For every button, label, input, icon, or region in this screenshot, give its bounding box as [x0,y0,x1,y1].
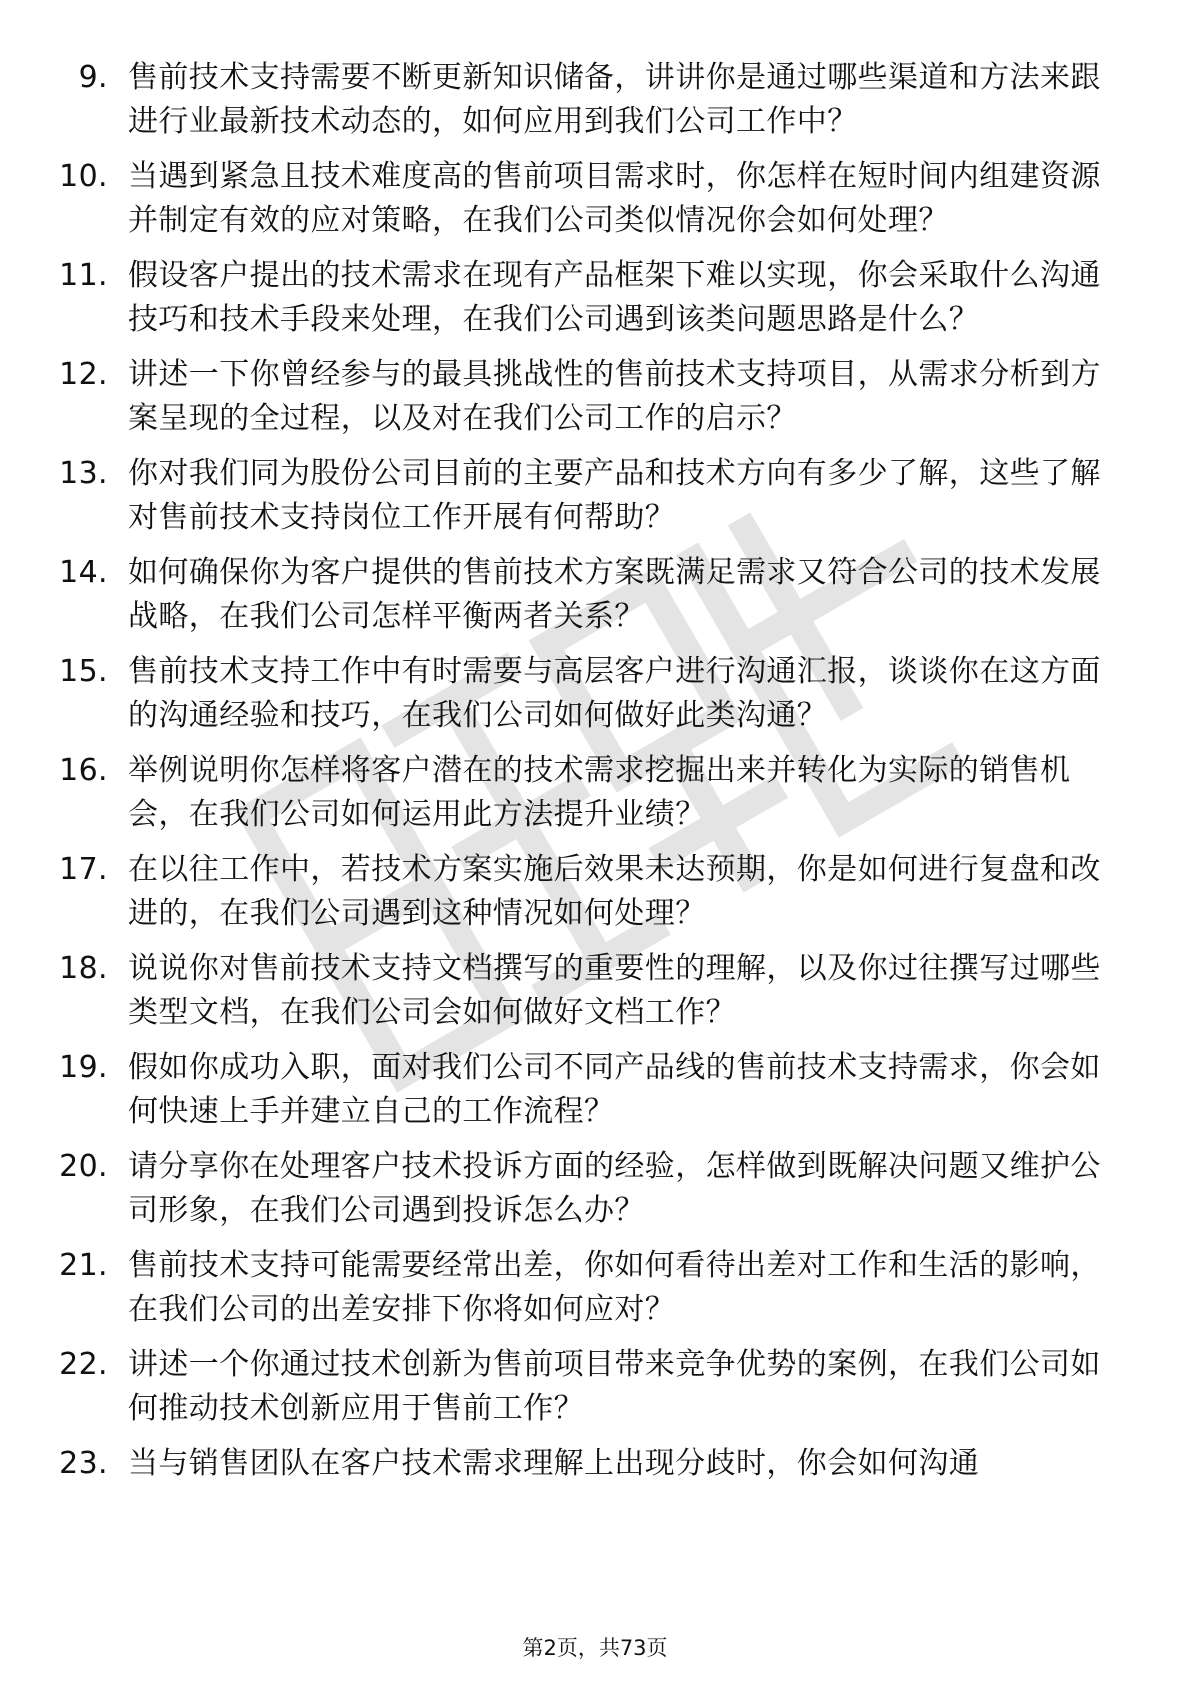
question-item [0,848,1190,935]
question-number: 13. [59,456,108,491]
question-item [0,947,1190,1034]
question-number: 10. [59,159,108,194]
question-number: 14. [59,555,108,590]
question-text: 请分享你在处理客户技术投诉方面的经验，怎样做到既解决问题又维护公司形象，在我们公司遇到投诉怎么办？ [128,1149,1101,1228]
question-text: 当与销售团队在客户技术需求理解上出现分歧时，你会如何沟通 [128,1446,980,1481]
question-text: 讲述一个你通过技术创新为售前项目带来竞争优势的案例，在我们公司如何推动技术创新应用于售前工作？ [128,1347,1101,1426]
question-item [0,551,1190,638]
question-item [0,56,1190,143]
question-number: 16. [59,753,108,788]
question-number: 19. [59,1050,108,1085]
question-text: 说说你对售前技术支持文档撰写的重要性的理解，以及你过往撰写过哪些类型文档，在我们公司会如何做好文档工作？ [128,951,1101,1030]
question-text: 假如你成功入职，面对我们公司不同产品线的售前技术支持需求，你会如何快速上手并建立自己的工作流程？ [128,1050,1101,1129]
question-number: 20. [59,1149,108,1184]
question-item [0,155,1190,242]
question-item [0,650,1190,737]
question-number: 17. [59,852,108,887]
page-number-label: 第2页，共73页 [522,1636,668,1660]
question-number: 11. [59,258,108,293]
question-item [0,1046,1190,1133]
question-text: 售前技术支持可能需要经常出差，你如何看待出差对工作和生活的影响，在我们公司的出差安排下你将如何应对？ [128,1248,1101,1327]
question-item [0,353,1190,440]
question-list [0,56,1190,1498]
question-text: 在以往工作中，若技术方案实施后效果未达预期，你是如何进行复盘和改进的，在我们公司遇到这种情况如何处理？ [128,852,1101,931]
question-item [0,1145,1190,1232]
question-item [0,452,1190,539]
question-text: 你对我们同为股份公司目前的主要产品和技术方向有多少了解，这些了解对售前技术支持岗位工作开展有何帮助？ [128,456,1101,535]
question-number: 15. [59,654,108,689]
question-text: 举例说明你怎样将客户潜在的技术需求挖掘出来并转化为实际的销售机会，在我们公司如何运用此方法提升业绩？ [128,753,1071,832]
question-text: 当遇到紧急且技术难度高的售前项目需求时，你怎样在短时间内组建资源并制定有效的应对策略，在我们公司类似情况你会如何处理？ [128,159,1101,238]
question-item [0,1244,1190,1331]
question-text: 假设客户提出的技术需求在现有产品框架下难以实现，你会采取什么沟通技巧和技术手段来处理，在我们公司遇到该类问题思路是什么？ [128,258,1101,337]
question-number: 12. [59,357,108,392]
question-item [0,1343,1190,1430]
question-text: 售前技术支持工作中有时需要与高层客户进行沟通汇报，谈谈你在这方面的沟通经验和技巧，在我们公司如何做好此类沟通？ [128,654,1101,733]
question-text: 讲述一下你曾经参与的最具挑战性的售前技术支持项目，从需求分析到方案呈现的全过程，以及对在我们公司工作的启示？ [128,357,1101,436]
question-number: 18. [59,951,108,986]
question-number: 22. [59,1347,108,1382]
question-text: 售前技术支持需要不断更新知识储备，讲讲你是通过哪些渠道和方法来跟进行业最新技术动态的，如何应用到我们公司工作中？ [128,60,1101,139]
question-item [0,749,1190,836]
question-number: 23. [59,1446,108,1481]
page-footer [0,1632,1190,1662]
question-number: 9. [78,60,108,95]
question-item [0,254,1190,341]
question-item [0,1442,1190,1486]
question-text: 如何确保你为客户提供的售前技术方案既满足需求又符合公司的技术发展战略，在我们公司怎样平衡两者关系？ [128,555,1101,634]
question-number: 21. [59,1248,108,1283]
